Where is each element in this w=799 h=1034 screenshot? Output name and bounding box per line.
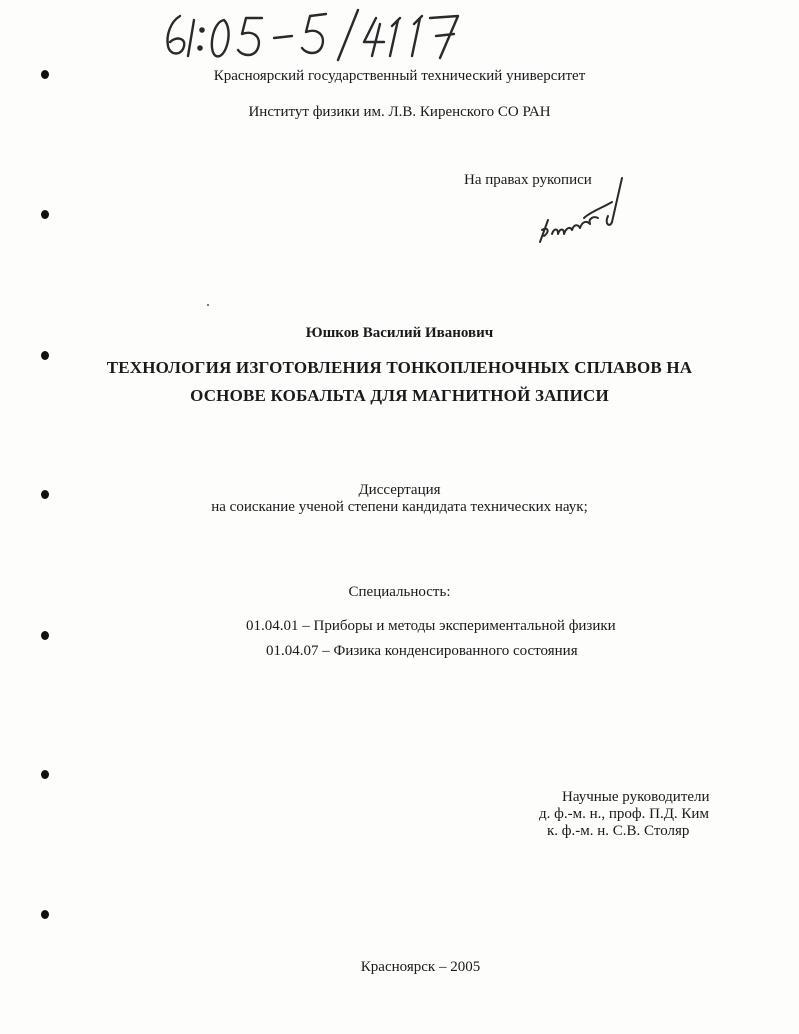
handwritten-signature [528,172,638,252]
punch-hole [41,210,49,219]
degree-purpose: на соискание ученой степени кандидата технических наук; [211,499,588,515]
supervisor-item: к. ф.-м. н. С.В. Столяр [547,823,690,839]
punch-hole [41,631,49,640]
manuscript-rights: На правах рукописи [464,172,592,188]
handwritten-archive-code [158,6,478,62]
specialty-item: 01.04.07 – Физика конденсированного состояния [266,643,578,659]
specialty-label: Специальность: [348,584,451,600]
scan-speck [207,304,209,306]
punch-hole [41,910,49,919]
dissertation-title-line-1: ТЕХНОЛОГИЯ ИЗГОТОВЛЕНИЯ ТОНКОПЛЕНОЧНЫХ СПЛАВОВ НА [106,358,693,377]
institute-name: Институт физики им. Л.В. Киренского СО РАН [248,104,551,120]
university-name: Красноярский государственный технический университет [213,68,586,84]
supervisor-item: д. ф.-м. н., проф. П.Д. Ким [539,806,709,822]
punch-hole [41,770,49,779]
specialty-item: 01.04.01 – Приборы и методы экспериментальной физики [246,618,616,634]
degree-type: Диссертация [358,482,441,498]
place-and-year: Красноярск – 2005 [360,959,481,975]
dissertation-title-line-2: ОСНОВЕ КОБАЛЬТА ДЛЯ МАГНИТНОЙ ЗАПИСИ [190,386,609,405]
supervisors-label: Научные руководители [562,789,710,805]
author-name: Юшков Василий Иванович [305,325,494,341]
